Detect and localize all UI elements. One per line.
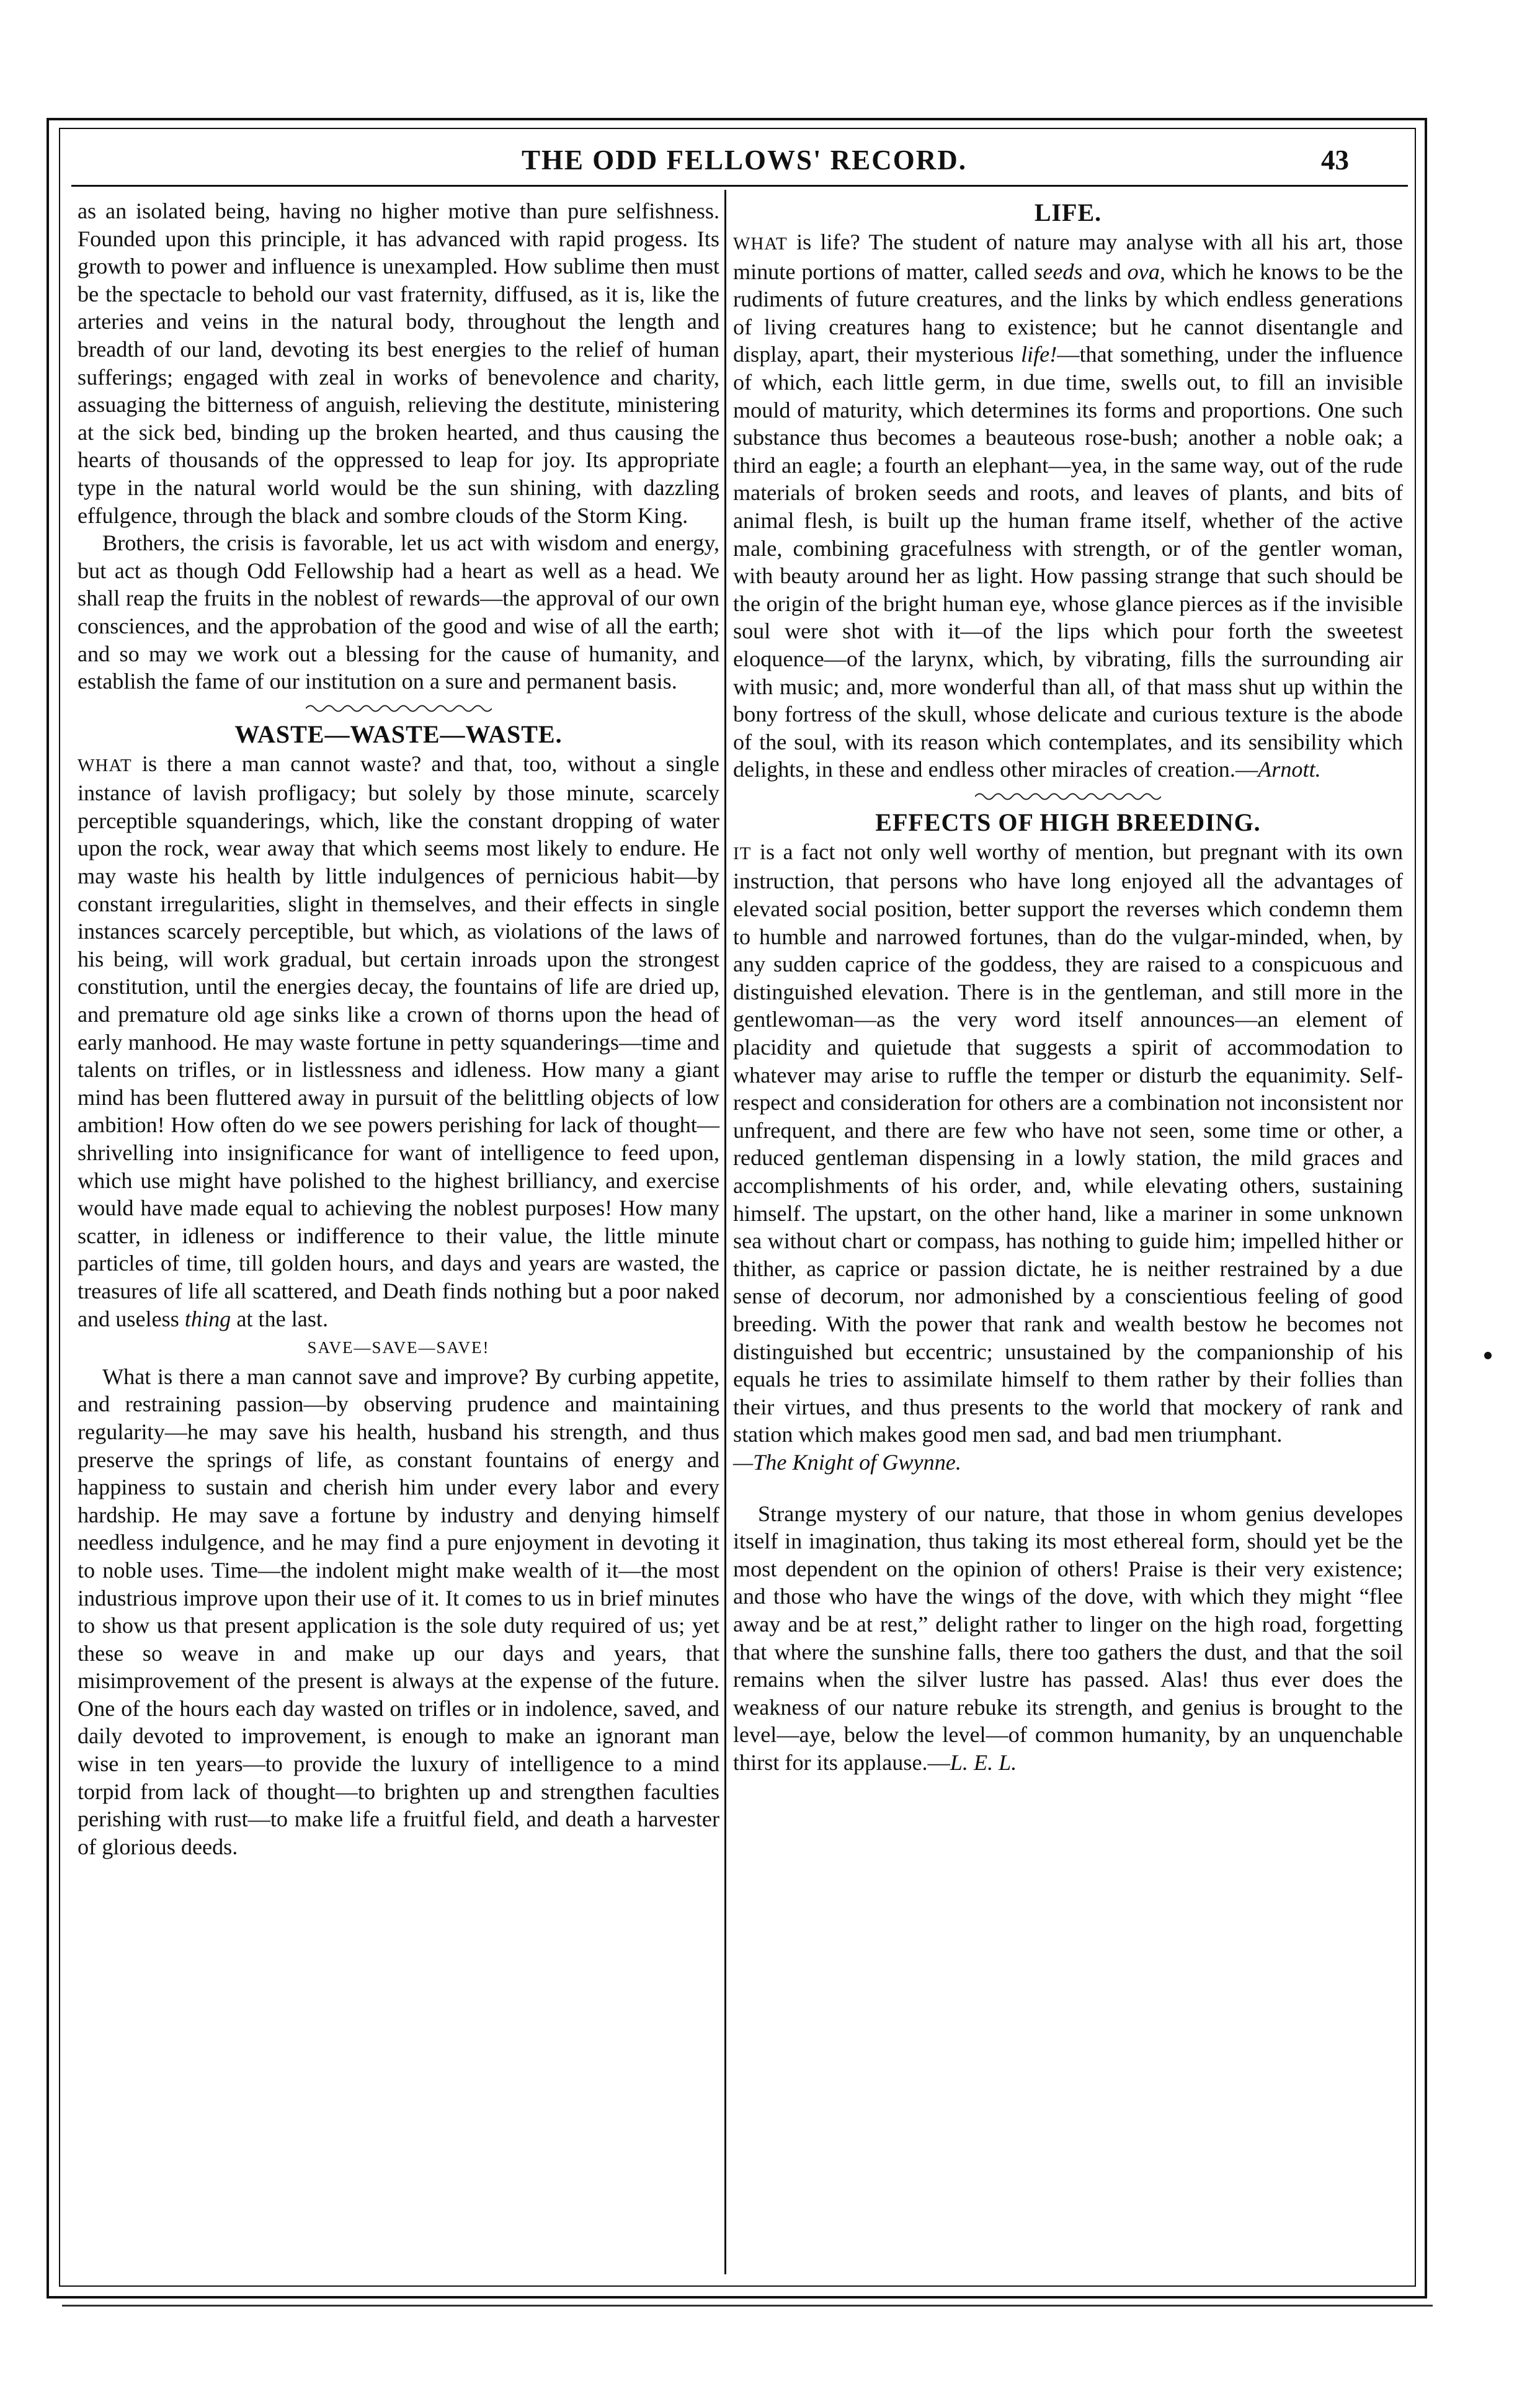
life-italic-seeds: seeds [1034,259,1083,284]
life-lead-word: WHAT [733,234,788,254]
breeding-attribution: —The Knight of Gwynne. [733,1449,961,1475]
life-body-part: which he knows to be the rudiments of future creatures, and the links by which endless generations of living creatures hang to existence; but he cannot disentangle and display, apart, their mysterious [733,259,1404,367]
breeding-body-text: is a fact not only well worthy of mention, but pregnant with its own instruction, that persons who have long enjoyed all the advantages of elevated social position, better support the reverses which condemn them to humble and narrowed fortunes, than do the vulgar-minded, when, by any sudden caprice of the goddess, they are raised to a conspicuous and distinguished elevation. There is in the gentleman, and still more in the gentlewoman—as the very word itself announces—an element of placidity and quietude that suggests a spirit of accommodation to whatever may arise to ruffle the temper or disturb the equanimity. Self-respect and consideration for others are a combination not inconsistent nor unfrequent, and there are few who have not seen, some time or other, a reduced gentleman dispensing in a lowly station, the mild graces and accomplishments of his order, and, while elevating others, sustaining himself. The upstart, on the other hand, like a mariner in some unknown sea without chart or compass, has nothing to guide him; impelled hither or thither, as caprice or passion dictate, he is neither restrained by a due sense of decorum, nor admonished by a conscientious feeling of good breeding. With the power that rank and wealth bestow he becomes not distinguished but eccentric; unsustained by the companionship of his equals he tries to assimilate himself to them rather by their follies than their virtues, and thus presents to the world that mockery of rank and station which makes good men sad, and bad men triumphant. [733,839,1403,1447]
life-article-body [733,228,1403,784]
header-rule [71,185,1408,187]
breeding-article-title: EFFECTS OF HIGH BREEDING. [875,808,1261,836]
brothers-paragraph: Brothers, the crisis is favorable, let us act with wisdom and energy, but act as though Odd Fellowship had a heart as well as a head. We shall reap the fruits in the noblest of rewards—the approval of our own consciences, and the approbation of the good and wise of all the earth; and so may we work out a blessing for the cause of humanity, and establish the fame of our institution on a sure and permanent basis. [78,530,719,694]
waste-lead-word: WHAT [78,755,132,775]
section-divider-ornament [306,702,492,715]
mystery-article-body [733,1500,1403,1777]
waste-body-text: is there a man cannot waste? and that, too, without a single instance of lavish profligacy; but solely by those minute, scarcely perceptible squanderings, which, like the constant dropping of water upon the rock, wear away that which seems most likely to endure. He may waste his health by little indulgences of pernicious habit—by constant irregularities, slight in themselves, and their effects in single instances scarcely perceptible, but which, as violations of the laws of his being, will work gradual, but certain inroads upon the strongest constitution, until the energies decay, the fountains of life are dried up, and premature old age sinks like a crown of thorns upon the head of early manhood. He may waste fortune in petty squanderings—time and talents on trifles, or in listlessness and idleness. How many a giant mind has been fluttered away in pursuit of the belittling objects of low ambition! How often do we see powers perishing for lack of thought—shrivelling into insignificance for want of intelligence to feed upon, which use might have polished to the highest brilliancy, and exercise would have made equal to achieving the noblest purposes! How many scatter, in idleness or indifference to their value, the little minute particles of time, till golden hours, and days and years are wasted, the treasures of life all scattered, and Death finds nothing but a poor naked and useless [78,751,719,1331]
save-subheading: SAVE—SAVE—SAVE! [307,1338,490,1357]
waste-body-end: at the last. [231,1306,329,1331]
save-article-body: What is there a man cannot save and improve? By curbing appetite, and restraining passion—by observing prudence and maintaining regularity—he may save his health, husband his strength, and thus preserve the springs of life, as constant fountains of energy and happiness to sustain and cherish him under every labor and every hardship. He may save a fortune by industry and denying himself needless indulgence, and he may find a pure enjoyment in devoting it to noble uses. Time—the indolent might make wealth of it—the most industrious improve upon their use of it. It comes to us in brief minutes to show us that present application is the sole duty required of us; yet these so weave in and make up our days and years, that misimprovement of the present is always at the expense of the future. One of the hours each day wasted on trifles or in indolence, saved, and daily devoted to improvement, is enough to make an ignorant man wise in ten years—to provide the luxury of intelligence to a mind torpid from lack of thought—to brighten up and strengthen faculties perishing with rust—to make life a fruitful field, and death a harvester of glorious deeds. [78,1364,719,1859]
waste-article-body [78,750,719,1333]
ink-dot [1484,1352,1492,1359]
life-italic-life: life! [1020,342,1057,367]
section-divider-ornament [975,790,1161,803]
spacer [733,1476,1403,1500]
mystery-body-text: Strange mystery of our nature, that those in whom genius developes itself in imagination, thus taking its most ethereal form, should yet be the most dependent on the opinion of others! Praise is their very existence; and those who have the wings of the dove, with which they might “flee away and be at rest,” delight rather to linger on the high road, forgetting that where the sunshine falls, there too gathers the dust, and that the soil remains when the silver lustre has passed. Alas! thus ever does the weakness of our nature rebuke its strength, and genius is brought to the level—aye, below the level—of common humanity, by an unquenchable thirst for its applause.— [733,1501,1403,1775]
life-attribution: Arnott. [1258,757,1321,782]
page-bottom-rule [62,2305,1433,2307]
breeding-article-body [733,838,1403,1476]
right-column [733,197,1403,1776]
life-body-part: and [1082,259,1128,284]
life-article-title: LIFE. [1034,199,1102,226]
running-header-title: THE ODD FELLOWS' RECORD. [521,145,968,176]
page-number: 43 [1321,145,1349,176]
mystery-attribution: L. E. L. [950,1749,1017,1775]
life-italic-ova: ova, [1127,259,1165,284]
waste-italic-word: thing [184,1306,231,1331]
breeding-lead-word: IT [733,843,752,864]
waste-article-title: WASTE—WASTE—WASTE. [234,720,563,748]
continued-paragraph: as an isolated being, having no higher motive than pure selfishness. Founded upon this principle, it has advanced with rapid progess. Its growth to power and influence is unexampled. How sublime then must be the spectacle to behold our vast fraternity, diffused, as it is, like the arteries and veins in the natural body, throughout the length and breadth of our land, devoting its best energies to the relief of human sufferings; engaged with zeal in works of benevolence and charity, assuaging the bitterness of anguish, relieving the destitute, ministering at the sick bed, binding up the broken hearted, and thus causing the hearts of thousands of the oppressed to leap for joy. Its appropriate type in the natural world would be the sun shining, with dazzling effulgence, through the black and sombre clouds of the Storm King. [78,199,719,528]
left-column [78,197,719,1861]
column-divider [724,190,726,2274]
life-body-part: is life? The student of nature may analyse with all his art, those minute portions of matter, called [733,230,1403,284]
life-body-part: —that something, under the influence of which, each little germ, in due time, swells out, to fill an invisible mould of maturity, which determines its forms and proportions. One such substance thus becomes a beauteous rose-bush; another a noble oak; a third an eagle; a fourth an elephant—yea, in the same way, out of the rude materials of broken seeds and roots, and leaves of plants, and bits of animal flesh, is built up the human frame itself, whether of the active male, combining gracefulness with strength, or of the gentler woman, with beauty around her as light. How passing strange that such should be the origin of the bright human eye, whose glance pierces as if the invisible soul were shot with it—of the lips which pour forth the sweetest eloquence—of the larynx, which, by vibrating, fills the surrounding air with music; and, more wonderful than all, of that mass shut up within the bony fortress of the skull, whose delicate and curious texture is the abode of the soul, with its reason which contemplates, and its sensibility which delights, in these and endless other miracles of creation.— [733,342,1403,782]
